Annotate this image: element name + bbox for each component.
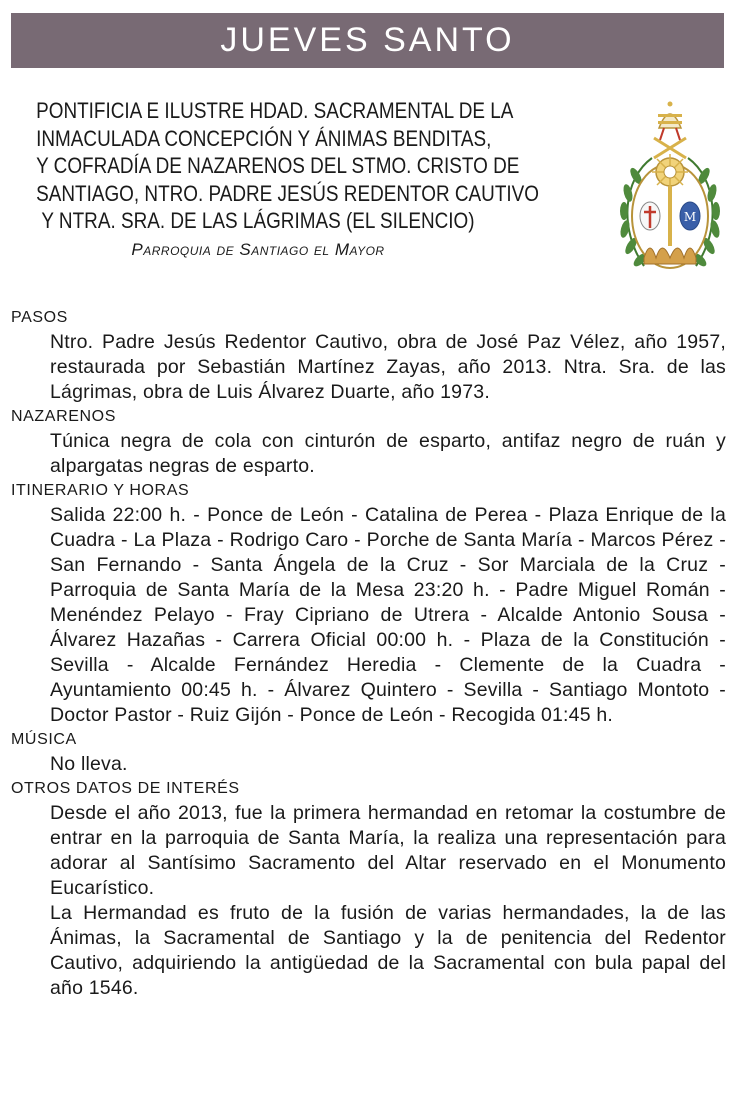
brotherhood-header — [0, 97, 539, 265]
page-title-banner — [11, 13, 724, 68]
brotherhood-name-line: Y COFRADÍA DE NAZARENOS DEL STMO. CRISTO DE — [36, 153, 520, 178]
section-heading-nazarenos: NAZARENOS — [11, 408, 116, 425]
musica-text: No lleva. — [50, 753, 128, 775]
section-heading-itinerario: ITINERARIO Y HORAS — [11, 482, 190, 499]
svg-text:M: M — [683, 210, 697, 224]
itinerario-text: Salida 22:00 h. - Ponce de León - Catalina de Perea - Plaza Enrique de la Cuadra - La Plaza - Rodrigo Caro - Porche de Santa María - Marcos Pérez - San Fernando - Santa Ángela de la Cruz - Sor Marciala de la Cruz - Parroquia de Santa María de la Mesa 23:20 h. - Padre Miguel Román - Menéndez Pelayo - Fray Cipriano de Utrera - Alcalde Antonio Sousa - Álvarez Hazañas - Carrera Oficial 00:00 h. - Plaza de la Constitución - Sevilla - Alcalde Fernández Heredia - Clemente de la Cuadra - Ayuntamiento 00:45 h. - Álvarez Quintero - Sevilla - Santiago Montoto - Doctor Pastor - Ruiz Gijón - Ponce de León - Recogida 01:45 h. — [50, 504, 726, 726]
brotherhood-crest-icon — [614, 98, 726, 283]
otros-datos-text: La Hermandad es fruto de la fusión de varias hermandades, la de las Ánimas, la Sacramental de Santiago y la de penitencia del Redentor Cautivo, adquiriendo la antigüedad de la Sacramental con bula papal del año 1546. — [50, 902, 726, 999]
brotherhood-name-line: PONTIFICIA E ILUSTRE HDAD. SACRAMENTAL DE LA — [36, 98, 514, 123]
section-heading-otros-datos: OTROS DATOS DE INTERÉS — [11, 780, 240, 797]
otros-datos-text: Desde el año 2013, fue la primera hermandad en retomar la costumbre de entrar en la parroquia de Santa María, la realiza una representación para adorar al Santísimo Sacramento del Altar reservado en el Monumento Eucarístico. — [50, 802, 726, 899]
brotherhood-name-line: INMACULADA CONCEPCIÓN Y ÁNIMAS BENDITAS, — [36, 125, 492, 151]
section-heading-pasos: PASOS — [11, 309, 68, 326]
event-details — [11, 306, 726, 1001]
section-heading-musica: MÚSICA — [11, 731, 77, 748]
parish-name: Parroquia de Santiago el Mayor — [131, 239, 385, 259]
page-title: JUEVES SANTO — [220, 21, 515, 59]
brotherhood-name-line: SANTIAGO, NTRO. PADRE JESÚS REDENTOR CAUTIVO — [36, 180, 539, 206]
nazarenos-text: Túnica negra de cola con cinturón de esparto, antifaz negro de ruán y alpargatas negras de esparto. — [50, 430, 726, 477]
pasos-text: Ntro. Padre Jesús Redentor Cautivo, obra de José Paz Vélez, año 1957, restaurada por Sebastián Martínez Zayas, año 2013. Ntra. Sra. de las Lágrimas, obra de Luis Álvarez Duarte, año 1973. — [50, 331, 726, 403]
brotherhood-name-line: Y NTRA. SRA. DE LAS LÁGRIMAS (EL SILENCIO) — [41, 208, 475, 233]
